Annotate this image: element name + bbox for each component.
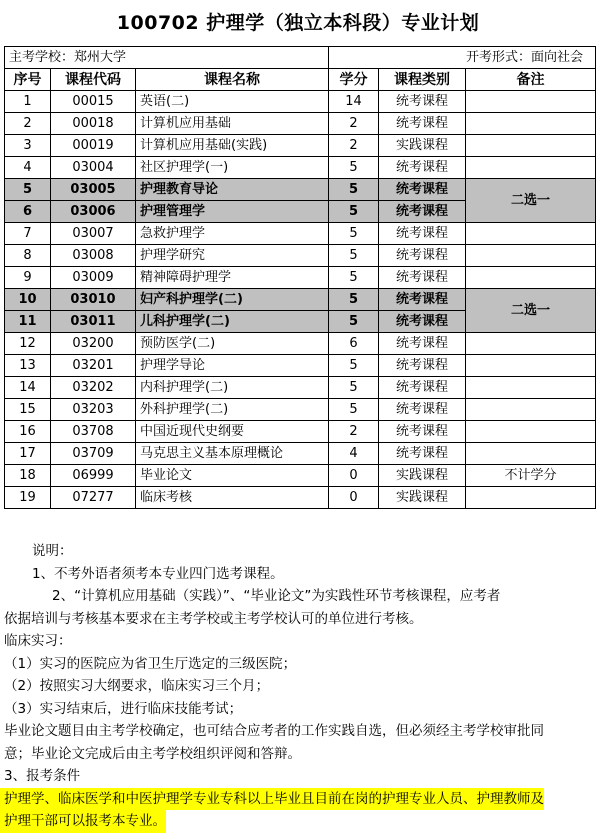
course-name: 中国近现代史纲要 bbox=[136, 421, 329, 443]
page-title: 100702 护理学（独立本科段）专业计划 bbox=[116, 12, 480, 34]
exam-form: 开考形式：面向社会 bbox=[329, 47, 596, 69]
course-no: 15 bbox=[5, 399, 51, 421]
table-row bbox=[5, 91, 596, 113]
course-type: 统考课程 bbox=[379, 311, 466, 333]
course-credit: 5 bbox=[329, 289, 379, 311]
course-no: 6 bbox=[5, 201, 51, 223]
table-row bbox=[5, 157, 596, 179]
course-name: 精神障碍护理学 bbox=[136, 267, 329, 289]
course-plan-table bbox=[4, 46, 596, 509]
note-2b: 依据培训与考核基本要求在主考学校或主考学校认可的单位进行考核。 bbox=[4, 610, 423, 627]
course-no: 12 bbox=[5, 333, 51, 355]
course-type: 统考课程 bbox=[379, 91, 466, 113]
course-note bbox=[466, 245, 596, 267]
course-type: 统考课程 bbox=[379, 201, 466, 223]
table-row bbox=[5, 443, 596, 465]
course-name: 计算机应用基础(实践) bbox=[136, 135, 329, 157]
course-no: 13 bbox=[5, 355, 51, 377]
course-credit: 6 bbox=[329, 333, 379, 355]
course-code: 03006 bbox=[51, 201, 136, 223]
course-code: 03011 bbox=[51, 311, 136, 333]
course-no: 7 bbox=[5, 223, 51, 245]
clinical-item-2: （2）按照实习大纲要求，临床实习三个月； bbox=[4, 678, 270, 694]
table-row bbox=[5, 421, 596, 443]
course-no: 4 bbox=[5, 157, 51, 179]
header-no: 序号 bbox=[5, 69, 51, 91]
course-no: 14 bbox=[5, 377, 51, 399]
notes-section bbox=[0, 540, 596, 833]
course-name: 护理学导论 bbox=[136, 355, 329, 377]
course-no: 9 bbox=[5, 267, 51, 289]
course-no: 11 bbox=[5, 311, 51, 333]
course-type: 统考课程 bbox=[379, 179, 466, 201]
course-type: 统考课程 bbox=[379, 443, 466, 465]
course-code: 03008 bbox=[51, 245, 136, 267]
condition-highlight-a: 护理学、临床医学和中医护理学专业专科以上毕业且目前在岗的护理专业人员、护理教师及 bbox=[0, 788, 544, 811]
course-credit: 5 bbox=[329, 399, 379, 421]
course-credit: 14 bbox=[329, 91, 379, 113]
course-note bbox=[466, 267, 596, 289]
course-name: 毕业论文 bbox=[136, 465, 329, 487]
course-credit: 4 bbox=[329, 443, 379, 465]
table-row bbox=[5, 377, 596, 399]
header-credit: 学分 bbox=[329, 69, 379, 91]
course-credit: 5 bbox=[329, 245, 379, 267]
course-name: 马克思主义基本原理概论 bbox=[136, 443, 329, 465]
course-no: 16 bbox=[5, 421, 51, 443]
course-note bbox=[466, 421, 596, 443]
note-3: 3、报考条件 bbox=[4, 768, 81, 784]
header-name: 课程名称 bbox=[136, 69, 329, 91]
course-code: 03709 bbox=[51, 443, 136, 465]
course-type: 统考课程 bbox=[379, 223, 466, 245]
course-no: 3 bbox=[5, 135, 51, 157]
course-name: 内科护理学(二) bbox=[136, 377, 329, 399]
table-row bbox=[5, 289, 596, 311]
course-note bbox=[466, 223, 596, 245]
course-note bbox=[466, 333, 596, 355]
course-name: 社区护理学(一) bbox=[136, 157, 329, 179]
info-row bbox=[5, 47, 596, 69]
course-code: 00018 bbox=[51, 113, 136, 135]
course-credit: 5 bbox=[329, 355, 379, 377]
condition-highlight-b: 护理干部可以报考本专业。 bbox=[0, 810, 166, 833]
course-name: 预防医学(二) bbox=[136, 333, 329, 355]
course-credit: 5 bbox=[329, 157, 379, 179]
course-no: 10 bbox=[5, 289, 51, 311]
table-row bbox=[5, 223, 596, 245]
course-code: 03009 bbox=[51, 267, 136, 289]
note-1: 1、不考外语者须考本专业四门选考课程。 bbox=[32, 565, 284, 582]
course-type: 实践课程 bbox=[379, 135, 466, 157]
course-type: 统考课程 bbox=[379, 267, 466, 289]
course-note bbox=[466, 91, 596, 113]
course-code: 03708 bbox=[51, 421, 136, 443]
table-row bbox=[5, 333, 596, 355]
course-note bbox=[466, 443, 596, 465]
course-type: 统考课程 bbox=[379, 355, 466, 377]
course-credit: 5 bbox=[329, 311, 379, 333]
course-name: 计算机应用基础 bbox=[136, 113, 329, 135]
clinical-heading: 临床实习： bbox=[4, 633, 72, 649]
note-2a: 2、“计算机应用基础（实践）”、“毕业论文”为实践性环节考核课程，应考者 bbox=[52, 588, 501, 604]
course-credit: 2 bbox=[329, 113, 379, 135]
course-credit: 2 bbox=[329, 135, 379, 157]
course-type: 统考课程 bbox=[379, 333, 466, 355]
course-credit: 2 bbox=[329, 421, 379, 443]
course-no: 2 bbox=[5, 113, 51, 135]
course-name: 英语(二) bbox=[136, 91, 329, 113]
course-type: 统考课程 bbox=[379, 289, 466, 311]
course-note bbox=[466, 135, 596, 157]
header-type: 课程类别 bbox=[379, 69, 466, 91]
course-code: 06999 bbox=[51, 465, 136, 487]
course-type: 实践课程 bbox=[379, 465, 466, 487]
course-no: 5 bbox=[5, 179, 51, 201]
table-row bbox=[5, 487, 596, 509]
course-credit: 5 bbox=[329, 377, 379, 399]
course-code: 03004 bbox=[51, 157, 136, 179]
course-code: 03203 bbox=[51, 399, 136, 421]
course-name: 护理教育导论 bbox=[136, 179, 329, 201]
course-credit: 5 bbox=[329, 267, 379, 289]
course-no: 18 bbox=[5, 465, 51, 487]
course-note bbox=[466, 487, 596, 509]
course-name: 急救护理学 bbox=[136, 223, 329, 245]
course-code: 07277 bbox=[51, 487, 136, 509]
course-note bbox=[466, 377, 596, 399]
course-type: 统考课程 bbox=[379, 113, 466, 135]
clinical-item-1: （1）实习的医院应为省卫生厅选定的三级医院； bbox=[4, 655, 297, 672]
course-name: 儿科护理学(二) bbox=[136, 311, 329, 333]
course-note: 不计学分 bbox=[466, 465, 596, 487]
course-code: 03010 bbox=[51, 289, 136, 311]
course-name: 临床考核 bbox=[136, 487, 329, 509]
thesis-note-b: 意；毕业论文完成后由主考学校组织评阅和答辩。 bbox=[4, 745, 301, 762]
table-row bbox=[5, 135, 596, 157]
table-row bbox=[5, 267, 596, 289]
course-type: 统考课程 bbox=[379, 157, 466, 179]
header-code: 课程代码 bbox=[51, 69, 136, 91]
course-credit: 5 bbox=[329, 179, 379, 201]
thesis-note-a: 毕业论文题目由主考学校确定，也可结合应考者的工作实践自选，但必须经主考学校审批同 bbox=[4, 723, 544, 739]
course-name: 妇产科护理学(二) bbox=[136, 289, 329, 311]
course-note bbox=[466, 157, 596, 179]
course-name: 护理学研究 bbox=[136, 245, 329, 267]
clinical-item-3: （3）实习结束后，进行临床技能考试； bbox=[4, 700, 243, 717]
table-row bbox=[5, 113, 596, 135]
course-note: 二选一 bbox=[466, 179, 596, 223]
table-row bbox=[5, 399, 596, 421]
course-name: 护理管理学 bbox=[136, 201, 329, 223]
course-credit: 0 bbox=[329, 465, 379, 487]
course-credit: 5 bbox=[329, 201, 379, 223]
course-type: 统考课程 bbox=[379, 377, 466, 399]
course-type: 实践课程 bbox=[379, 487, 466, 509]
course-no: 1 bbox=[5, 91, 51, 113]
course-code: 03202 bbox=[51, 377, 136, 399]
table-row bbox=[5, 465, 596, 487]
notes-heading: 说明： bbox=[32, 543, 73, 559]
course-code: 00015 bbox=[51, 91, 136, 113]
course-code: 03007 bbox=[51, 223, 136, 245]
course-name: 外科护理学(二) bbox=[136, 399, 329, 421]
header-note: 备注 bbox=[466, 69, 596, 91]
course-credit: 5 bbox=[329, 223, 379, 245]
course-no: 8 bbox=[5, 245, 51, 267]
course-note bbox=[466, 399, 596, 421]
course-note bbox=[466, 113, 596, 135]
course-credit: 0 bbox=[329, 487, 379, 509]
course-code: 00019 bbox=[51, 135, 136, 157]
table-header-row bbox=[5, 69, 596, 91]
course-note bbox=[466, 355, 596, 377]
course-type: 统考课程 bbox=[379, 421, 466, 443]
course-type: 统考课程 bbox=[379, 399, 466, 421]
exam-school: 主考学校：郑州大学 bbox=[5, 47, 329, 69]
course-no: 17 bbox=[5, 443, 51, 465]
table-row bbox=[5, 179, 596, 201]
course-type: 统考课程 bbox=[379, 245, 466, 267]
course-code: 03005 bbox=[51, 179, 136, 201]
table-row bbox=[5, 245, 596, 267]
course-code: 03201 bbox=[51, 355, 136, 377]
course-code: 03200 bbox=[51, 333, 136, 355]
table-row bbox=[5, 355, 596, 377]
course-note: 二选一 bbox=[466, 289, 596, 333]
course-no: 19 bbox=[5, 487, 51, 509]
